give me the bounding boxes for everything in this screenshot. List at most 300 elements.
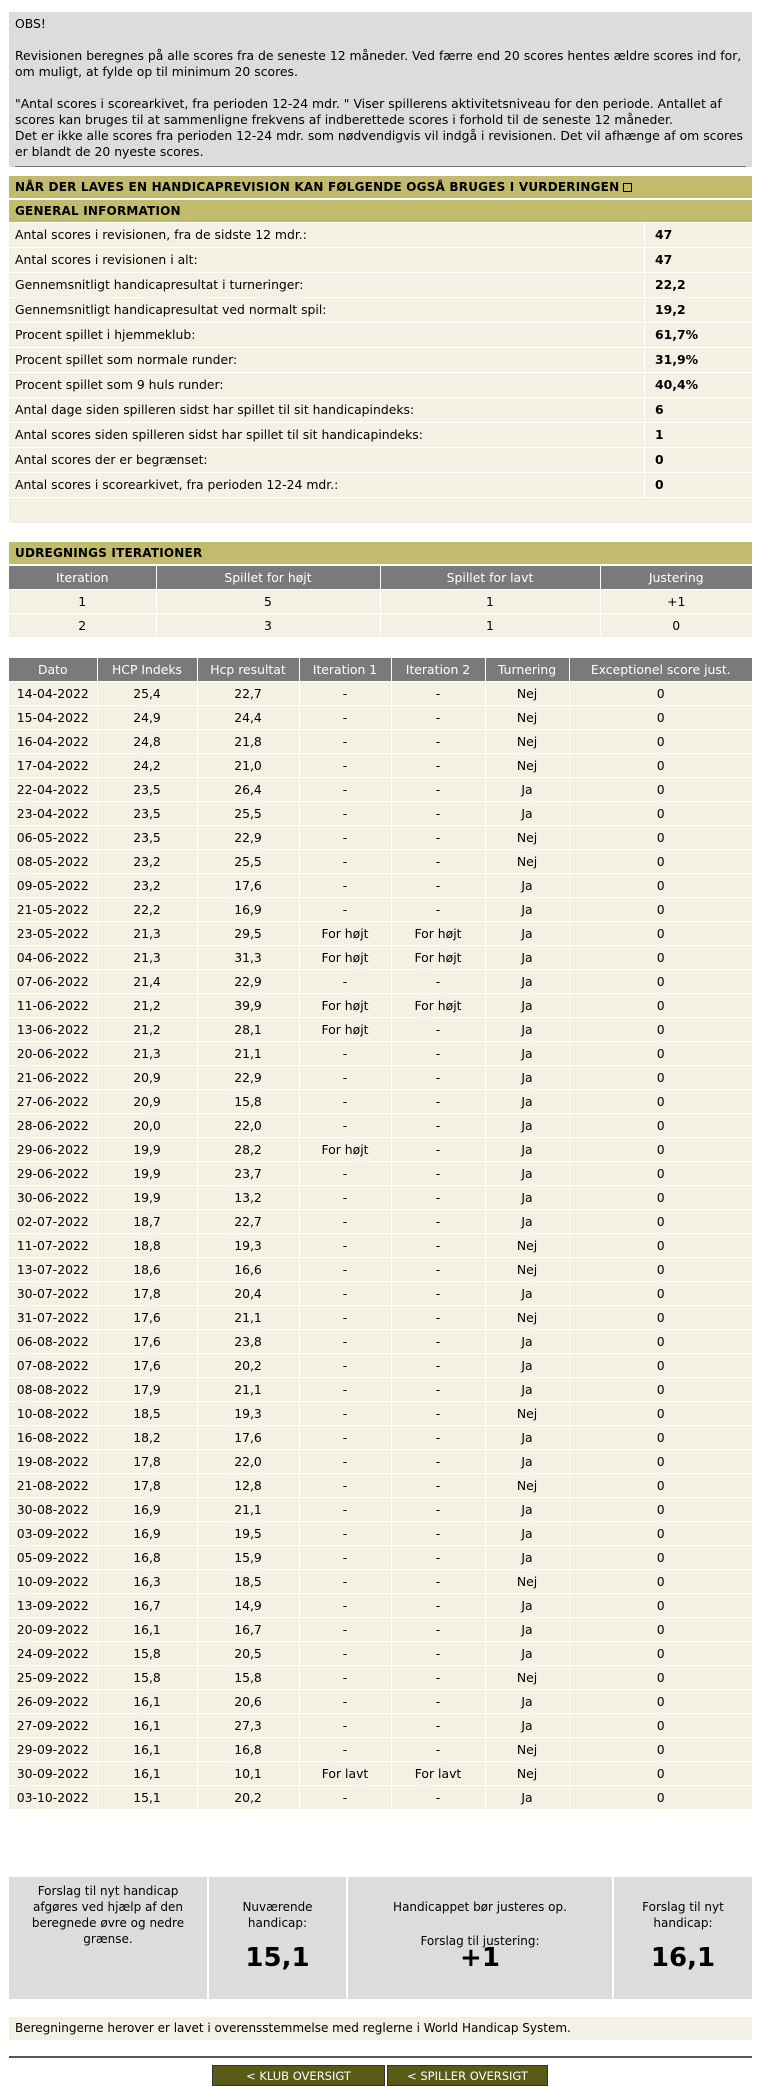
table-cell: 22,7: [197, 1209, 299, 1233]
table-cell: Ja: [485, 993, 569, 1017]
info-row: [9, 348, 752, 373]
score-row: [9, 729, 752, 753]
table-cell: -: [299, 777, 391, 801]
table-cell: 17,9: [97, 1377, 197, 1401]
table-cell: 0: [569, 1041, 752, 1065]
score-row: [9, 1257, 752, 1281]
table-cell: 20,9: [97, 1065, 197, 1089]
iteration-row: [9, 589, 752, 613]
table-cell: -: [391, 1473, 485, 1497]
table-cell: 21,1: [197, 1041, 299, 1065]
info-row: [9, 473, 752, 498]
table-cell: 17,6: [197, 873, 299, 897]
table-cell: 28-06-2022: [9, 1113, 97, 1137]
table-cell: -: [391, 1185, 485, 1209]
score-row: [9, 1641, 752, 1665]
table-cell: 0: [569, 1425, 752, 1449]
score-row: [9, 873, 752, 897]
table-cell: Ja: [485, 1449, 569, 1473]
table-cell: -: [299, 1641, 391, 1665]
table-cell: -: [391, 753, 485, 777]
new-handicap-value: 16,1: [650, 1943, 716, 1973]
table-cell: 30-06-2022: [9, 1185, 97, 1209]
table-cell: 23-04-2022: [9, 801, 97, 825]
table-cell: -: [299, 753, 391, 777]
table-cell: 21,3: [97, 1041, 197, 1065]
score-row: [9, 921, 752, 945]
table-cell: Nej: [485, 1257, 569, 1281]
table-cell: 16,3: [97, 1569, 197, 1593]
score-row: [9, 1521, 752, 1545]
table-cell: -: [299, 1497, 391, 1521]
table-cell: 0: [569, 873, 752, 897]
score-row: [9, 1401, 752, 1425]
table-cell: 17,8: [97, 1473, 197, 1497]
score-row: [9, 897, 752, 921]
adjustment-label: Forslag til justering:: [420, 1934, 540, 1948]
table-cell: Nej: [485, 1665, 569, 1689]
table-cell: 16-08-2022: [9, 1425, 97, 1449]
table-cell: Ja: [485, 1425, 569, 1449]
info-label: Antal scores i scorearkivet, fra perioden 12-24 mdr.:: [15, 473, 645, 497]
table-cell: 24,9: [97, 705, 197, 729]
table-cell: 22,0: [197, 1449, 299, 1473]
table-cell: 02-07-2022: [9, 1209, 97, 1233]
table-cell: 0: [569, 729, 752, 753]
score-row: [9, 801, 752, 825]
table-cell: -: [299, 1281, 391, 1305]
obs-paragraph-1: Revisionen beregnes på alle scores fra de seneste 12 måneder. Ved færre end 20 scores hentes ældre scores ind for, om muligt, at fylde op til minimum 20 scores.: [15, 48, 742, 79]
score-row: [9, 1233, 752, 1257]
table-cell: -: [391, 825, 485, 849]
table-cell: 22,7: [197, 681, 299, 705]
table-cell: 04-06-2022: [9, 945, 97, 969]
table-cell: -: [391, 681, 485, 705]
table-cell: -: [299, 705, 391, 729]
table-cell: 0: [569, 1065, 752, 1089]
score-column-header: Exceptionel score just.: [569, 658, 752, 681]
table-cell: 0: [569, 849, 752, 873]
table-cell: -: [299, 1305, 391, 1329]
table-cell: For højt: [299, 945, 391, 969]
score-row: [9, 1593, 752, 1617]
table-cell: -: [299, 1161, 391, 1185]
table-cell: -: [391, 1017, 485, 1041]
table-cell: 26,4: [197, 777, 299, 801]
score-row: [9, 777, 752, 801]
table-cell: 07-06-2022: [9, 969, 97, 993]
score-row: [9, 1209, 752, 1233]
table-cell: 22,9: [197, 969, 299, 993]
table-cell: 21,8: [197, 729, 299, 753]
table-cell: 21,1: [197, 1497, 299, 1521]
table-cell: 16,9: [197, 897, 299, 921]
table-cell: 23,2: [97, 873, 197, 897]
table-cell: For højt: [299, 1137, 391, 1161]
table-cell: 21,1: [197, 1305, 299, 1329]
table-cell: Nej: [485, 825, 569, 849]
obs-paragraph-3: Det er ikke alle scores fra perioden 12-24 mdr. som nødvendigvis vil indgå i revisionen. Det vil afhænge af om scores er blandt de 20 nyeste scores.: [15, 128, 743, 159]
table-cell: 23,5: [97, 825, 197, 849]
table-cell: 0: [569, 1449, 752, 1473]
table-cell: 0: [569, 1257, 752, 1281]
score-row: [9, 681, 752, 705]
table-cell: Ja: [485, 1329, 569, 1353]
score-row: [9, 1281, 752, 1305]
info-row: [9, 223, 752, 248]
table-cell: -: [391, 1041, 485, 1065]
info-value: 0: [655, 452, 664, 467]
score-row: [9, 969, 752, 993]
table-cell: 17,6: [97, 1305, 197, 1329]
table-cell: 15,9: [197, 1545, 299, 1569]
table-cell: -: [391, 1113, 485, 1137]
club-overview-button[interactable]: < KLUB OVERSIGT: [212, 2065, 385, 2086]
table-cell: 23,8: [197, 1329, 299, 1353]
table-cell: 27-09-2022: [9, 1713, 97, 1737]
table-cell: 15,8: [197, 1089, 299, 1113]
table-cell: 15,8: [197, 1665, 299, 1689]
table-cell: 24,4: [197, 705, 299, 729]
score-row: [9, 1713, 752, 1737]
info-label: Antal scores i revisionen, fra de sidste 12 mdr.:: [15, 223, 645, 247]
table-cell: Ja: [485, 969, 569, 993]
table-cell: 0: [569, 1473, 752, 1497]
table-cell: 0: [569, 993, 752, 1017]
score-column-header: HCP Indeks: [97, 658, 197, 681]
table-cell: Ja: [485, 1497, 569, 1521]
table-cell: 31-07-2022: [9, 1305, 97, 1329]
info-row: [9, 323, 752, 348]
table-cell: 24,8: [97, 729, 197, 753]
table-cell: -: [299, 1473, 391, 1497]
info-value: 61,7%: [655, 327, 698, 342]
table-cell: Ja: [485, 897, 569, 921]
table-cell: -: [391, 1233, 485, 1257]
table-cell: 17,6: [97, 1353, 197, 1377]
table-cell: Ja: [485, 921, 569, 945]
table-cell: Ja: [485, 1113, 569, 1137]
table-cell: -: [299, 1041, 391, 1065]
score-row: [9, 1497, 752, 1521]
score-row: [9, 1305, 752, 1329]
table-cell: Ja: [485, 1785, 569, 1809]
table-cell: For højt: [391, 945, 485, 969]
table-cell: Ja: [485, 1089, 569, 1113]
table-cell: 0: [569, 681, 752, 705]
general-info-table: [9, 223, 752, 523]
table-cell: 5: [156, 589, 380, 613]
info-label: Antal scores der er begrænset:: [15, 448, 645, 472]
table-cell: 0: [569, 1761, 752, 1785]
table-cell: 23,5: [97, 777, 197, 801]
table-cell: -: [391, 1281, 485, 1305]
table-cell: For højt: [299, 993, 391, 1017]
table-cell: 0: [569, 1233, 752, 1257]
info-label: Gennemsnitligt handicapresultat ved normalt spil:: [15, 298, 645, 322]
table-cell: 0: [569, 1377, 752, 1401]
table-cell: 20-06-2022: [9, 1041, 97, 1065]
score-row: [9, 1473, 752, 1497]
table-cell: Ja: [485, 873, 569, 897]
table-cell: 16,1: [97, 1713, 197, 1737]
info-row: [9, 373, 752, 398]
checkbox-square-icon: [623, 183, 632, 192]
table-cell: -: [391, 1521, 485, 1545]
table-cell: -: [299, 1401, 391, 1425]
table-cell: Nej: [485, 1569, 569, 1593]
table-cell: Nej: [485, 753, 569, 777]
table-cell: 30-09-2022: [9, 1761, 97, 1785]
table-cell: -: [391, 969, 485, 993]
table-cell: 16-04-2022: [9, 729, 97, 753]
table-cell: -: [391, 1449, 485, 1473]
table-cell: 21-06-2022: [9, 1065, 97, 1089]
table-cell: -: [299, 1353, 391, 1377]
table-cell: 15-04-2022: [9, 705, 97, 729]
table-cell: 26-09-2022: [9, 1689, 97, 1713]
table-cell: 08-08-2022: [9, 1377, 97, 1401]
obs-notice: [9, 12, 752, 167]
table-cell: 28,2: [197, 1137, 299, 1161]
info-row: [9, 448, 752, 473]
table-cell: 27-06-2022: [9, 1089, 97, 1113]
table-cell: -: [391, 1209, 485, 1233]
table-cell: 0: [569, 1569, 752, 1593]
score-row: [9, 1665, 752, 1689]
table-cell: 25-09-2022: [9, 1665, 97, 1689]
table-cell: 10-08-2022: [9, 1401, 97, 1425]
table-cell: -: [299, 1425, 391, 1449]
table-cell: 06-05-2022: [9, 825, 97, 849]
table-cell: -: [391, 1593, 485, 1617]
current-handicap-label: Nuværende handicap:: [242, 1900, 313, 1930]
score-row: [9, 1089, 752, 1113]
table-cell: 14-04-2022: [9, 681, 97, 705]
info-value: 22,2: [655, 277, 686, 292]
proposal-info-cell: [9, 1877, 209, 1999]
table-cell: 18,5: [197, 1569, 299, 1593]
table-cell: 22,0: [197, 1113, 299, 1137]
table-cell: 0: [569, 921, 752, 945]
table-cell: 24-09-2022: [9, 1641, 97, 1665]
table-cell: Nej: [485, 681, 569, 705]
table-cell: 0: [569, 753, 752, 777]
table-cell: Ja: [485, 1017, 569, 1041]
table-cell: 0: [569, 1785, 752, 1809]
score-row: [9, 1737, 752, 1761]
table-cell: -: [391, 1617, 485, 1641]
table-cell: 25,5: [197, 849, 299, 873]
table-cell: -: [299, 1665, 391, 1689]
table-cell: 25,5: [197, 801, 299, 825]
table-cell: 2: [9, 613, 156, 637]
table-cell: 13-06-2022: [9, 1017, 97, 1041]
obs-paragraph-2: "Antal scores i scorearkivet, fra perioden 12-24 mdr. " Viser spillerens aktivitetsniveau for den periode. Antallet af scores kan bruges til at sammenligne frekvens af indberettede scores i forhold til de seneste 12 måneder.: [15, 96, 722, 127]
table-cell: -: [391, 1065, 485, 1089]
table-cell: -: [391, 1137, 485, 1161]
score-row: [9, 1353, 752, 1377]
table-cell: Nej: [485, 1473, 569, 1497]
table-cell: 0: [569, 1185, 752, 1209]
score-row: [9, 1689, 752, 1713]
table-cell: 19-08-2022: [9, 1449, 97, 1473]
table-cell: 20,0: [97, 1113, 197, 1137]
table-cell: 22,9: [197, 825, 299, 849]
table-cell: -: [299, 1329, 391, 1353]
score-row: [9, 1449, 752, 1473]
info-value: 0: [655, 477, 664, 492]
iterations-table: [9, 566, 752, 638]
table-cell: Ja: [485, 1209, 569, 1233]
table-cell: 20,6: [197, 1689, 299, 1713]
table-cell: -: [299, 849, 391, 873]
table-cell: 0: [569, 1737, 752, 1761]
table-cell: 0: [569, 1497, 752, 1521]
table-cell: 20,2: [197, 1785, 299, 1809]
table-cell: -: [299, 1113, 391, 1137]
table-cell: 16,6: [197, 1257, 299, 1281]
table-cell: 12,8: [197, 1473, 299, 1497]
table-cell: 18,8: [97, 1233, 197, 1257]
table-cell: -: [299, 873, 391, 897]
table-cell: -: [299, 1065, 391, 1089]
table-cell: Ja: [485, 1041, 569, 1065]
revision-section-header: [9, 176, 752, 198]
table-cell: Ja: [485, 1065, 569, 1089]
info-label: Procent spillet som normale runder:: [15, 348, 645, 372]
score-row: [9, 849, 752, 873]
score-row: [9, 1425, 752, 1449]
table-cell: -: [391, 1665, 485, 1689]
score-row: [9, 1617, 752, 1641]
table-cell: -: [299, 1785, 391, 1809]
table-cell: 0: [569, 897, 752, 921]
score-column-header: Iteration 1: [299, 658, 391, 681]
info-row: [9, 298, 752, 323]
table-cell: 07-08-2022: [9, 1353, 97, 1377]
table-cell: Ja: [485, 1521, 569, 1545]
adjustment-text: Handicappet bør justeres op.: [393, 1900, 567, 1914]
revision-section-title: NÅR DER LAVES EN HANDICAPREVISION KAN FØLGENDE OGSÅ BRUGES I VURDERINGEN: [15, 180, 620, 194]
score-row: [9, 1017, 752, 1041]
table-cell: 03-10-2022: [9, 1785, 97, 1809]
table-cell: -: [391, 1497, 485, 1521]
table-cell: 23-05-2022: [9, 921, 97, 945]
table-cell: 25,4: [97, 681, 197, 705]
info-label: Antal scores i revisionen i alt:: [15, 248, 645, 272]
info-label: Antal scores siden spilleren sidst har spillet til sit handicapindeks:: [15, 423, 645, 447]
table-cell: -: [391, 1161, 485, 1185]
table-cell: 09-05-2022: [9, 873, 97, 897]
info-value: 47: [655, 227, 673, 242]
score-column-header: Iteration 2: [391, 658, 485, 681]
table-cell: -: [299, 801, 391, 825]
table-cell: 0: [569, 1353, 752, 1377]
table-cell: -: [391, 1785, 485, 1809]
whs-note: Beregningerne herover er lavet i overensstemmelse med reglerne i World Handicap System.: [9, 2017, 752, 2040]
table-cell: -: [299, 897, 391, 921]
table-cell: 16,8: [197, 1737, 299, 1761]
table-cell: 19,9: [97, 1185, 197, 1209]
table-cell: +1: [600, 589, 752, 613]
table-cell: 05-09-2022: [9, 1545, 97, 1569]
table-cell: -: [299, 1737, 391, 1761]
info-row: [9, 398, 752, 423]
table-cell: -: [391, 873, 485, 897]
table-cell: Nej: [485, 1761, 569, 1785]
table-cell: 0: [569, 1161, 752, 1185]
table-cell: Ja: [485, 777, 569, 801]
score-row: [9, 1113, 752, 1137]
table-cell: -: [299, 1089, 391, 1113]
table-cell: 21,4: [97, 969, 197, 993]
player-overview-button[interactable]: < SPILLER OVERSIGT: [387, 2065, 548, 2086]
table-cell: -: [299, 825, 391, 849]
table-cell: 13,2: [197, 1185, 299, 1209]
table-cell: 0: [569, 1113, 752, 1137]
current-handicap-value: 15,1: [245, 1943, 310, 1973]
table-cell: 21,3: [97, 921, 197, 945]
iterations-section-title: UDREGNINGS ITERATIONER: [15, 546, 203, 560]
table-cell: 0: [569, 801, 752, 825]
table-cell: Ja: [485, 1713, 569, 1737]
table-cell: 22,2: [97, 897, 197, 921]
table-cell: -: [391, 777, 485, 801]
info-value: 40,4%: [655, 377, 698, 392]
score-row: [9, 1185, 752, 1209]
table-cell: Ja: [485, 1641, 569, 1665]
table-cell: -: [391, 1569, 485, 1593]
table-cell: -: [299, 1233, 391, 1257]
table-cell: 19,9: [97, 1137, 197, 1161]
table-cell: 16,9: [97, 1521, 197, 1545]
table-cell: 16,1: [97, 1617, 197, 1641]
proposal-text: Forslag til nyt handicap afgøres ved hjælp af den beregnede øvre og nedre grænse.: [31, 1884, 185, 1946]
table-cell: 17-04-2022: [9, 753, 97, 777]
table-cell: -: [391, 1545, 485, 1569]
score-row: [9, 705, 752, 729]
table-cell: 28,1: [197, 1017, 299, 1041]
iterations-section-header: [9, 542, 752, 564]
table-cell: Ja: [485, 801, 569, 825]
table-cell: 15,1: [97, 1785, 197, 1809]
table-cell: 20,5: [197, 1641, 299, 1665]
table-cell: 29-09-2022: [9, 1737, 97, 1761]
table-cell: -: [391, 1305, 485, 1329]
table-cell: 16,9: [97, 1497, 197, 1521]
table-cell: 27,3: [197, 1713, 299, 1737]
info-label: Gennemsnitligt handicapresultat i turneringer:: [15, 273, 645, 297]
score-row: [9, 993, 752, 1017]
iteration-column-header: Justering: [600, 566, 752, 589]
table-cell: -: [391, 1737, 485, 1761]
score-column-header: Dato: [9, 658, 97, 681]
score-row: [9, 1041, 752, 1065]
table-cell: 0: [569, 1281, 752, 1305]
table-cell: -: [391, 897, 485, 921]
score-row: [9, 825, 752, 849]
table-cell: 0: [569, 1689, 752, 1713]
table-cell: For lavt: [299, 1761, 391, 1785]
table-cell: 15,8: [97, 1641, 197, 1665]
table-cell: 14,9: [197, 1593, 299, 1617]
divider: [15, 166, 746, 167]
table-cell: -: [391, 801, 485, 825]
table-cell: 29-06-2022: [9, 1161, 97, 1185]
table-cell: Nej: [485, 1737, 569, 1761]
score-row: [9, 1137, 752, 1161]
